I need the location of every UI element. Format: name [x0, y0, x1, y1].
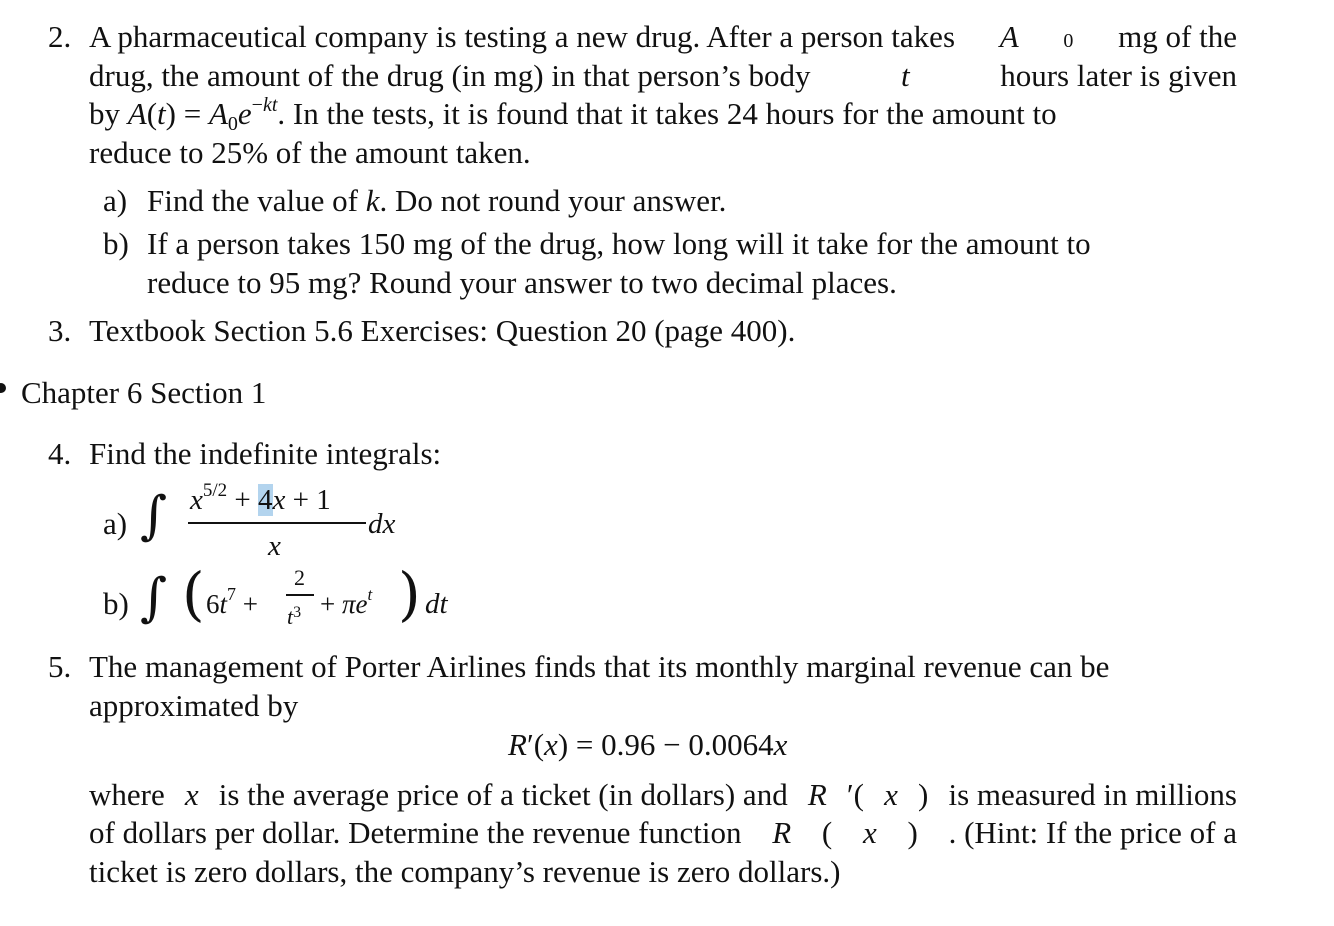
q3-number: 3.: [48, 313, 72, 348]
bullet-icon: [0, 383, 6, 393]
q2a-label: a): [103, 183, 128, 218]
q2b-line-2: reduce to 95 mg? Round your answer to two decimal places.: [147, 265, 897, 300]
q2b-label: b): [103, 226, 129, 261]
q4b-right-paren: ): [398, 560, 421, 628]
q2b-line-1: If a person takes 150 mg of the drug, how long will it take for the amount to: [147, 226, 1091, 261]
q4b-frac-den: $t^3$: [287, 604, 302, 629]
q3-text: Textbook Section 5.6 Exercises: Question 20 (page 400).: [89, 313, 796, 348]
q5-equation: R′(x) = 0.96 − 0.0064x: [508, 727, 788, 762]
q2-line-4: reduce to 25% of the amount taken.: [89, 135, 531, 170]
q4b-frac-num: 2: [294, 565, 305, 590]
q2-line-1: A pharmaceutical company is testing a new drug. After a person takes A 0 mg of the: [89, 19, 1237, 54]
integral-sign-a: ∫: [140, 486, 168, 546]
q4b-left-paren: (: [182, 560, 205, 628]
q5-number: 5.: [48, 649, 72, 684]
q2-number: 2.: [48, 19, 72, 54]
q4-number: 4.: [48, 436, 72, 471]
q4b-fraction-bar: [286, 594, 314, 596]
q4a-numerator: $x^{5/2} + 4x + 1$: [190, 480, 331, 516]
q4b-label: b): [103, 586, 129, 621]
q5-para-line-3: ticket is zero dollars, the company’s revenue is zero dollars.): [89, 854, 841, 889]
q4a-denominator: x: [268, 530, 281, 562]
q2-line-3: by $A(t) = A_0e^{-kt}$. In the tests, it is found that it takes 24 hours for the amount to: [89, 94, 1057, 135]
q4b-term3: + $\pi e^t$: [320, 585, 373, 619]
q5-para-line-2: of dollars per dollar. Determine the revenue function R ( x ) . (Hint: If the price of a: [89, 815, 1237, 850]
q4b-differential: dt: [425, 588, 448, 620]
q4-text: Find the indefinite integrals:: [89, 436, 442, 471]
q4a-label: a): [103, 506, 128, 541]
q4b-term1: $6t^7$ +: [206, 584, 258, 619]
q4a-fraction-bar: [188, 522, 366, 524]
section-heading: Chapter 6 Section 1: [21, 375, 267, 410]
q4a-differential: dx: [368, 508, 396, 540]
q5-line-1: The management of Porter Airlines finds that its monthly marginal revenue can be: [89, 649, 1110, 684]
q2a-text: Find the value of k. Do not round your answer.: [147, 183, 727, 218]
q5-para-line-1: where x is the average price of a ticket (in dollars) and R ′( x ) is measured in millions: [89, 777, 1237, 812]
q2-line-2: drug, the amount of the drug (in mg) in that person’s body t hours later is given: [89, 58, 1237, 93]
integral-sign-b: ∫: [140, 568, 168, 628]
q5-line-2: approximated by: [89, 688, 299, 723]
